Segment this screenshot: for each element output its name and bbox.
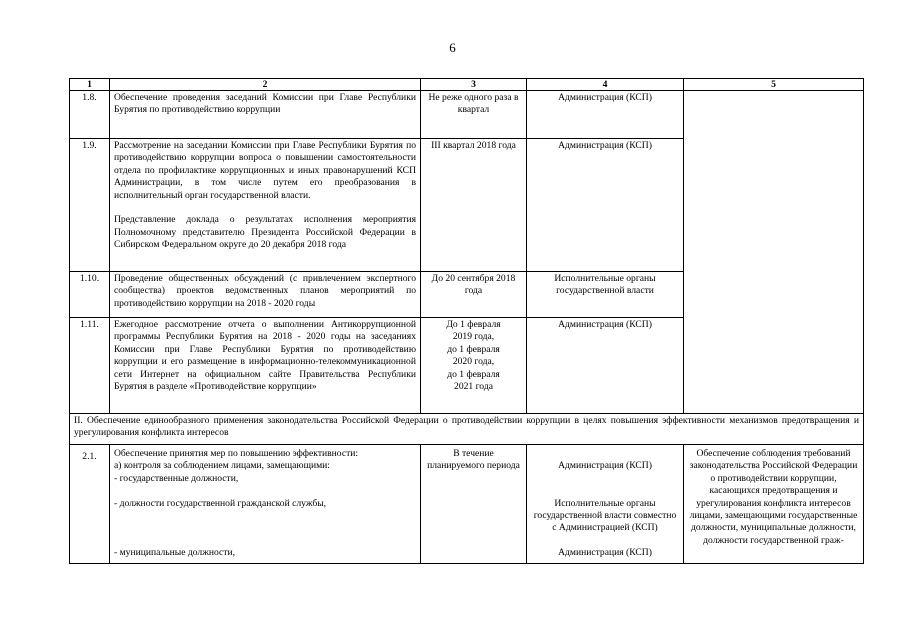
measure-text	[110, 445, 421, 564]
measure-text: Ежегодное рассмотрение отчета о выполнении Антикоррупционной программы Республики Бурятия на 2018 - 2020 годы на заседаниях Комиссии при Главе Республики Бурятия по противодействию коррупции и его размещение в информационно-телекоммуникационной сети Интернет на официальном сайте Правительства Республики Бурятия в разделе «Противодействие коррупции»	[110, 318, 421, 414]
expected-result: Обеспечение соблюдения требований законодательства Российской Федерации о противодействии коррупции, касающихся предотвращения и урегулирования конфликта интересов лицами, замещающими государственные должности, муниципальные должности, должности государственной граж-	[684, 445, 864, 564]
page-number: 6	[449, 40, 456, 55]
section-row	[70, 414, 864, 445]
header-col-5: 5	[684, 79, 864, 91]
executor: Исполнительные органы государственной власти	[527, 272, 684, 318]
row-number: 1.9.	[70, 139, 110, 272]
measure-text	[110, 139, 421, 272]
executor: Администрация (КСП)	[527, 139, 684, 272]
section-heading: II. Обеспечение единообразного применения законодательства Российской Федерации о противодействии коррупции в целях повышения эффективности механизмов предотвращения и урегулирования конфликта интересов	[70, 414, 864, 445]
measure-line: - должности государственной гражданской службы,	[114, 497, 327, 509]
executor: Администрация (КСП)	[527, 91, 684, 139]
measure-line: Обеспечение принятия мер по повышению эффективности:	[114, 448, 359, 459]
deadline-line: до 1 февраля	[447, 343, 500, 355]
deadline: Не реже одного раза в квартал	[421, 91, 527, 139]
deadline	[421, 318, 527, 414]
table-row	[70, 91, 864, 139]
row-number: 1.11.	[70, 318, 110, 414]
deadline: III квартал 2018 года	[421, 139, 527, 272]
deadline-line: 2020 года,	[452, 356, 495, 368]
measure-text: Обеспечение проведения заседаний Комиссии при Главе Республики Бурятия по противодействию коррупции	[110, 91, 421, 139]
executor	[527, 445, 684, 564]
executor-line: Администрация (КСП)	[558, 460, 652, 472]
deadline-line: 2021 года	[454, 381, 493, 393]
deadline-line: До 1 февраля	[446, 319, 501, 330]
table-row	[70, 445, 864, 564]
measure-line: - муниципальные должности,	[114, 547, 235, 559]
result-cell-empty	[684, 91, 864, 414]
header-row	[70, 79, 864, 91]
row-number: 1.10.	[70, 272, 110, 318]
header-col-2: 2	[110, 79, 421, 91]
measure-paragraph: Представление доклада о результатах исполнения мероприятия Полномочному представителю Президента Российской Федерации в Сибирском Федеральном округе до 20 декабря 2018 года	[114, 214, 416, 251]
executor: Администрация (КСП)	[527, 318, 684, 414]
deadline-line: 2019 года,	[452, 331, 495, 343]
header-col-1: 1	[70, 79, 110, 91]
measure-line: а) контроля за соблюдением лицами, замещающими:	[114, 460, 330, 472]
deadline-line: до 1 февраля	[447, 368, 500, 380]
measures-table	[69, 78, 864, 564]
measure-line: - государственные должности,	[114, 472, 239, 484]
executor-line: Администрация (КСП)	[558, 547, 652, 559]
header-col-3: 3	[421, 79, 527, 91]
row-number: 1.8.	[70, 91, 110, 139]
deadline: До 20 сентября 2018 года	[421, 272, 527, 318]
executor-line: Исполнительные органы государственной власти совместно с Администрацией (КСП)	[533, 497, 677, 534]
measure-paragraph: Рассмотрение на заседании Комиссии при Главе Республики Бурятия по противодействию коррупции вопроса о повышении самостоятельности отдела по профилактике коррупционных и иных правонарушений КСП Администрации, в том числе путем его преобразования в исполнительный орган государственной власти.	[114, 140, 416, 201]
header-col-4: 4	[527, 79, 684, 91]
deadline: В течение планируемого периода	[421, 445, 527, 564]
row-number: 2.1.	[70, 445, 110, 564]
measure-text: Проведение общественных обсуждений (с привлечением экспертного сообщества) проектов ведомственных планов мероприятий по противодействию коррупции на 2018 - 2020 годы	[110, 272, 421, 318]
